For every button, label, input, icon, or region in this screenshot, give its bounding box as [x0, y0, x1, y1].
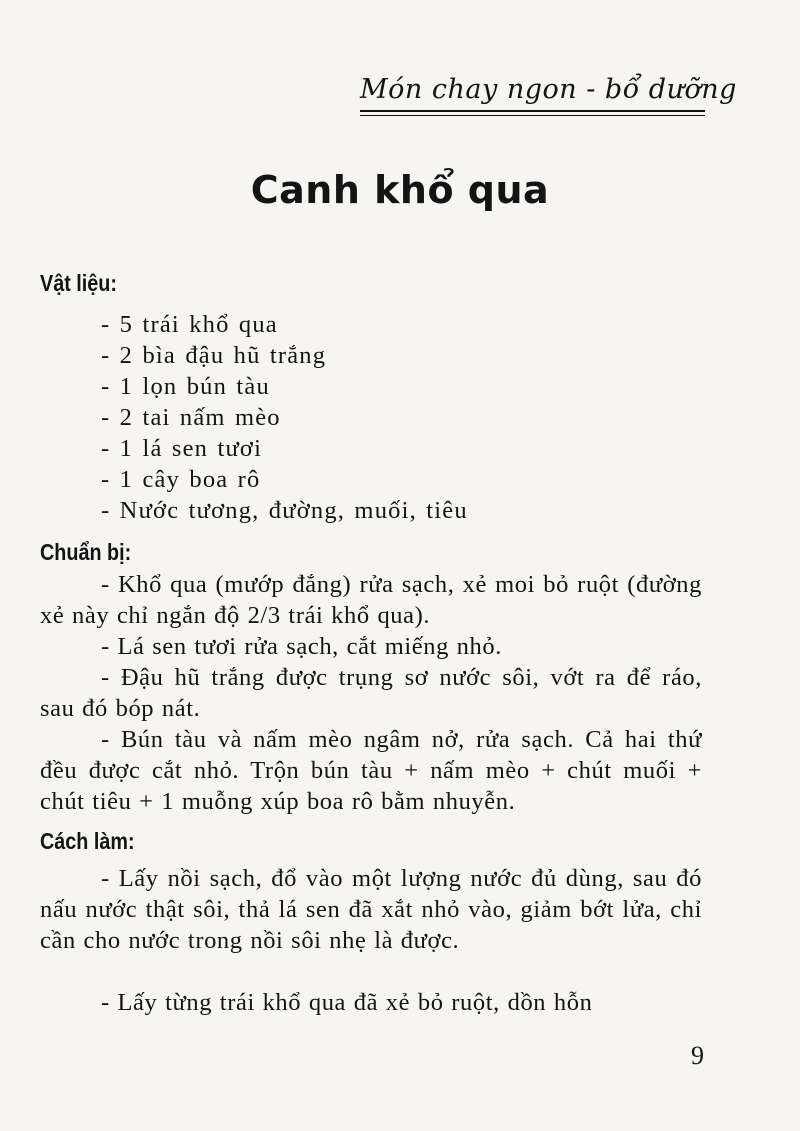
ingredients-heading: Vật liệu:: [40, 270, 117, 296]
ingredient-item: - 1 lá sen tươi: [101, 435, 263, 462]
ingredient-item: - 1 cây boa rô: [101, 466, 261, 493]
ingredient-item: - 5 trái khổ qua: [101, 311, 278, 338]
header-rule-thin: [360, 115, 705, 116]
preparation-step: - Khổ qua (mướp đắng) rửa sạch, xẻ moi bỏ ruột (đường xẻ này chỉ ngắn độ 2/3 trái khổ qua).: [40, 571, 702, 629]
ingredient-item: - 2 tai nấm mèo: [101, 404, 281, 431]
preparation-step: - Bún tàu và nấm mèo ngâm nở, rửa sạch. Cả hai thứ đều được cắt nhỏ. Trộn bún tàu + nấm mèo + chút muối + chút tiêu + 1 muỗng xúp boa rô bằm nhuyễn.: [40, 726, 702, 815]
method-step: - Lấy nồi sạch, đổ vào một lượng nước đủ dùng, sau đó nấu nước thật sôi, thả lá sen đã xắt nhỏ vào, giảm bớt lửa, chỉ cần cho nước trong nồi sôi nhẹ là được.: [40, 865, 702, 954]
ingredient-item: - 1 lọn bún tàu: [101, 373, 270, 400]
ingredient-item: - Nước tương, đường, muối, tiêu: [101, 497, 468, 524]
running-head-text: Món chay ngon - bổ dưỡng: [360, 74, 737, 105]
method-heading: Cách làm:: [40, 828, 135, 854]
preparation-step: - Lá sen tươi rửa sạch, cắt miếng nhỏ.: [101, 633, 502, 660]
ingredient-list: [101, 309, 468, 526]
preparation-step: - Đậu hũ trắng được trụng sơ nước sôi, vớt ra để ráo, sau đó bóp nát.: [40, 664, 702, 722]
recipe-title: Canh khổ qua: [250, 168, 550, 212]
running-head: [360, 70, 737, 116]
header-rule: [360, 110, 705, 112]
page-number: 9: [691, 1041, 704, 1070]
preparation-heading: Chuẩn bị:: [40, 539, 132, 565]
method-step: - Lấy từng trái khổ qua đã xẻ bỏ ruột, dồn hỗn: [101, 989, 593, 1016]
ingredient-item: - 2 bìa đậu hũ trắng: [101, 342, 327, 369]
